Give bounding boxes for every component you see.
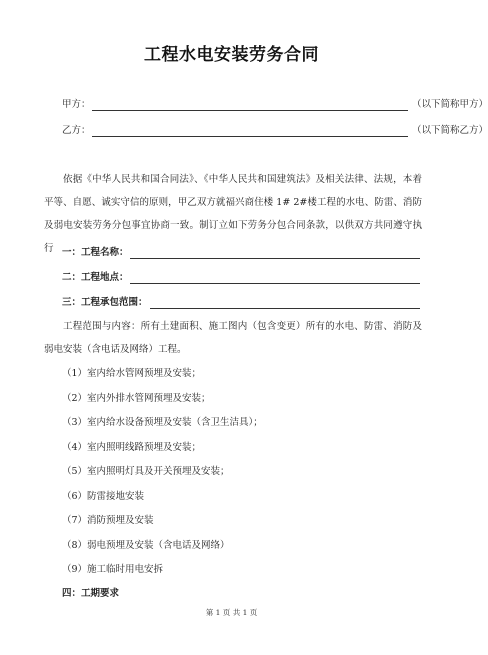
intro-paragraph: 依据《中华人民共和国合同法》、《中华人民共和国建筑法》及相关法律、法规，本着平等、自愿、诚实守信的原则，甲乙双方就福兴商住楼 1# 2#楼工程的水电、防雷、消防及弱电安装劳务分包事宜协商一致。制订立如下劳务分包合同条款，以供双方共同遵守执行	[44, 174, 422, 254]
section-project-name	[62, 246, 420, 260]
section-scope-label: 三：工程承包范围：	[62, 297, 148, 308]
section-project-name-label: 一：工程名称：	[62, 247, 129, 258]
list-item: （7）消防预埋及安装	[62, 515, 154, 526]
party-b-row	[62, 124, 488, 138]
list-item: （8）弱电预埋及安装（含电话及网络）	[62, 540, 230, 551]
list-item: （2）室内外排水管网预埋及安装；	[62, 393, 211, 404]
section-project-location	[62, 271, 420, 285]
party-a-label: 甲方：	[62, 99, 91, 110]
party-a-row	[62, 98, 488, 112]
scope-blank-line	[150, 308, 420, 309]
list-item: （6）防雷接地安装	[62, 491, 145, 502]
party-a-blank-line	[92, 110, 408, 111]
list-item: （4）室内照明线路预埋及安装；	[62, 442, 202, 453]
list-item: （5）室内照明灯具及开关预埋及安装；	[62, 466, 230, 477]
party-b-label: 乙方：	[62, 125, 91, 136]
project-location-blank-line	[130, 283, 420, 284]
party-a-note: （以下简称甲方）	[412, 99, 488, 110]
section-scope	[62, 296, 420, 310]
list-item: （1）室内给水管网预埋及安装；	[62, 368, 202, 379]
list-item: （9）施工临时用电安拆	[62, 564, 164, 575]
party-b-blank-line	[92, 136, 408, 137]
section-schedule-heading: 四：工期要求	[62, 588, 120, 599]
scope-paragraph: 工程范围与内容：所有土建面积、施工图内（包含变更）所有的水电、防雷、消防及弱电安装（含电话及网络）工程。	[44, 321, 422, 355]
document-title: 工程水电安装劳务合同	[144, 45, 319, 65]
party-b-note: （以下简称乙方）	[412, 125, 488, 136]
section-project-location-label: 二：工程地点：	[62, 272, 129, 283]
project-name-blank-line	[130, 258, 420, 259]
page-number-footer: 第 1 页 共 1 页	[205, 608, 258, 617]
list-item: （3）室内给水设备预埋及安装（含卫生洁具）；	[62, 417, 263, 428]
